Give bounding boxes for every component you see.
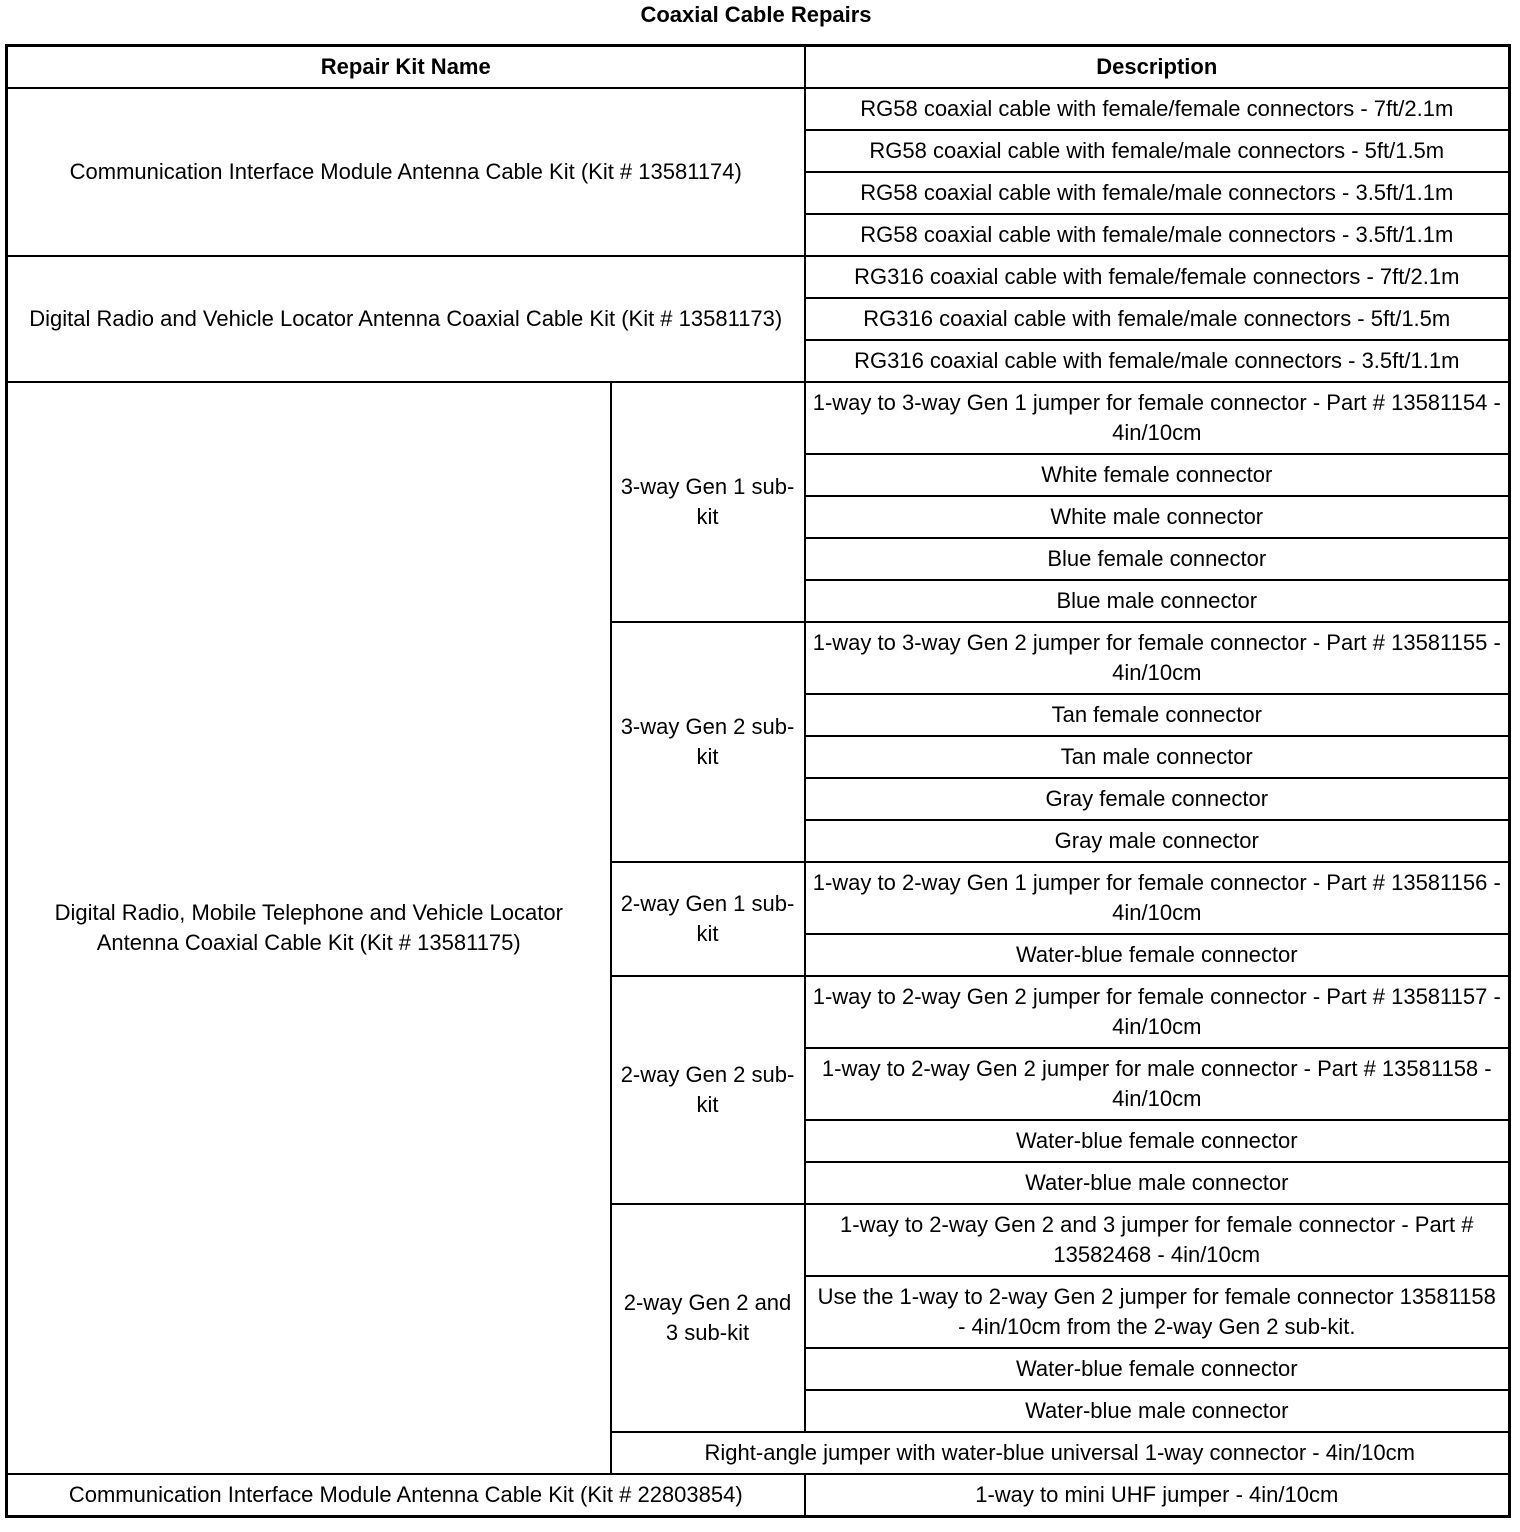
kit-name: Communication Interface Module Antenna Cable Kit (Kit # 13581174) xyxy=(7,88,805,256)
description-cell: RG58 coaxial cable with female/female connectors - 7ft/2.1m xyxy=(805,88,1510,130)
description-cell: Water-blue male connector xyxy=(805,1390,1510,1432)
description-cell: RG316 coaxial cable with female/male connectors - 3.5ft/1.1m xyxy=(805,340,1510,382)
description-cell: Water-blue female connector xyxy=(805,934,1510,976)
description-cell: Blue female connector xyxy=(805,538,1510,580)
description-cell: 1-way to 2-way Gen 2 jumper for male connector - Part # 13581158 - 4in/10cm xyxy=(805,1048,1510,1120)
description-cell: 1-way to 3-way Gen 2 jumper for female connector - Part # 13581155 - 4in/10cm xyxy=(805,622,1510,694)
description-cell: Tan female connector xyxy=(805,694,1510,736)
subkit-name: 2-way Gen 1 sub-kit xyxy=(611,862,805,976)
description-cell: Tan male connector xyxy=(805,736,1510,778)
description-cell: White female connector xyxy=(805,454,1510,496)
description-cell: RG316 coaxial cable with female/male connectors - 5ft/1.5m xyxy=(805,298,1510,340)
description-cell: Gray male connector xyxy=(805,820,1510,862)
description-cell: Use the 1-way to 2-way Gen 2 jumper for female connector 13581158 - 4in/10cm from the 2-way Gen 2 sub-kit. xyxy=(805,1276,1510,1348)
description-cell: 1-way to mini UHF jumper - 4in/10cm xyxy=(805,1474,1510,1517)
description-cell: White male connector xyxy=(805,496,1510,538)
description-cell: 1-way to 2-way Gen 1 jumper for female connector - Part # 13581156 - 4in/10cm xyxy=(805,862,1510,934)
description-cell: Blue male connector xyxy=(805,580,1510,622)
kit-name: Communication Interface Module Antenna Cable Kit (Kit # 22803854) xyxy=(7,1474,805,1517)
page-title: Coaxial Cable Repairs xyxy=(640,2,872,27)
subkit-name: 3-way Gen 2 sub-kit xyxy=(611,622,805,862)
description-cell: RG58 coaxial cable with female/male connectors - 3.5ft/1.1m xyxy=(805,172,1510,214)
kit-name: Digital Radio, Mobile Telephone and Vehicle Locator Antenna Coaxial Cable Kit (Kit # 13581175) xyxy=(7,382,611,1474)
subkit-name: 3-way Gen 1 sub-kit xyxy=(611,382,805,622)
kit-name: Digital Radio and Vehicle Locator Antenna Coaxial Cable Kit (Kit # 13581173) xyxy=(7,256,805,382)
subkit-name: 2-way Gen 2 sub-kit xyxy=(611,976,805,1204)
subkit-name: 2-way Gen 2 and 3 sub-kit xyxy=(611,1204,805,1432)
description-cell: RG58 coaxial cable with female/male connectors - 3.5ft/1.1m xyxy=(805,214,1510,256)
description-cell: 1-way to 2-way Gen 2 and 3 jumper for female connector - Part # 13582468 - 4in/10cm xyxy=(805,1204,1510,1276)
description-cell: Water-blue male connector xyxy=(805,1162,1510,1204)
header-kit-name: Repair Kit Name xyxy=(7,46,805,89)
description-cell: Gray female connector xyxy=(805,778,1510,820)
header-description: Description xyxy=(805,46,1510,89)
description-cell: Water-blue female connector xyxy=(805,1120,1510,1162)
description-cell: Right-angle jumper with water-blue universal 1-way connector - 4in/10cm xyxy=(611,1432,1510,1474)
description-cell: RG316 coaxial cable with female/female connectors - 7ft/2.1m xyxy=(805,256,1510,298)
description-cell: 1-way to 2-way Gen 2 jumper for female connector - Part # 13581157 - 4in/10cm xyxy=(805,976,1510,1048)
description-cell: 1-way to 3-way Gen 1 jumper for female connector - Part # 13581154 - 4in/10cm xyxy=(805,382,1510,454)
description-cell: RG58 coaxial cable with female/male connectors - 5ft/1.5m xyxy=(805,130,1510,172)
repairs-table xyxy=(5,44,1511,1518)
description-cell: Water-blue female connector xyxy=(805,1348,1510,1390)
